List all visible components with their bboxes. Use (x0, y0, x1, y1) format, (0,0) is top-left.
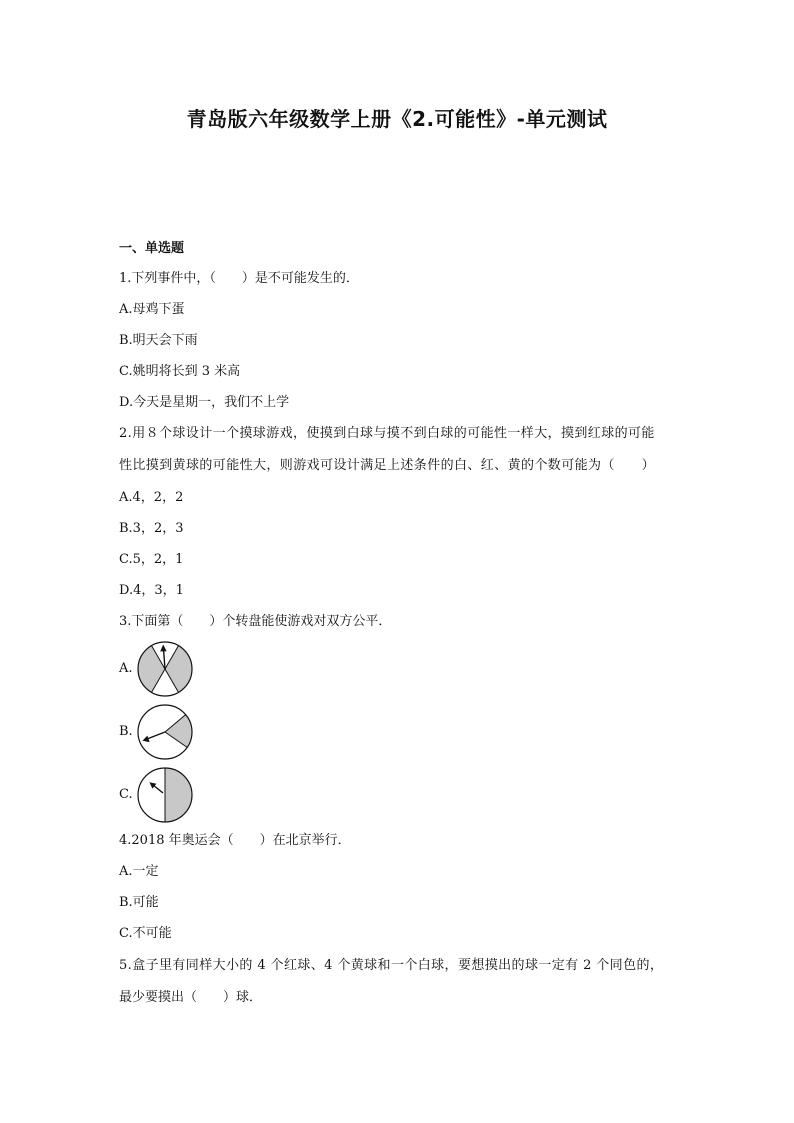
question-2-option-c: C.5，2，1 (119, 552, 184, 567)
question-1-option-a: A.母鸡下蛋 (119, 302, 185, 317)
question-4-stem: 4.2018 年奥运会（ ）在北京举行． (119, 833, 351, 848)
spinner-a-image (136, 640, 194, 698)
question-2-stem-line-2: 性比摸到黄球的可能性大，则游戏可设计满足上述条件的白、红、黄的个数可能为（ ） (119, 458, 656, 473)
question-4-option-b: B.可能 (119, 895, 159, 910)
section-heading: 一、单选题 (119, 241, 185, 256)
spinner-c-image (136, 766, 194, 824)
question-4-option-c: C.不可能 (119, 926, 172, 941)
spinner-c-label: C. (119, 787, 133, 802)
question-2-stem-line-1: 2.用８个球设计一个摸球游戏，使摸到白球与摸不到白球的可能性一样大，摸到红球的可能 (119, 426, 655, 441)
question-4-option-a: A.一定 (119, 864, 159, 879)
question-1-option-c: C.姚明将长到 3 米高 (119, 364, 241, 379)
question-1-option-b: B.明天会下雨 (119, 333, 198, 348)
spinner-b-image (136, 703, 194, 761)
question-2-option-a: A.4，2，2 (119, 490, 184, 505)
spinner-a-label: A. (119, 661, 133, 676)
question-2-option-d: D.4，3，1 (119, 583, 184, 598)
question-5-stem-line-1: 5.盒子里有同样大小的 4 个红球、4 个黄球和一个白球，要想摸出的球一定有 2 个同色的， (119, 958, 664, 973)
question-1-option-d: D.今天是星期一，我们不上学 (119, 395, 290, 410)
question-5-stem-line-2: 最少要摸出（ ）球． (119, 990, 263, 1005)
question-2-option-b: B.3，2，3 (119, 521, 184, 536)
page-title: 青岛版六年级数学上册《2.可能性》-单元测试 (186, 107, 608, 131)
question-1-stem: 1.下列事件中，（ ）是不可能发生的． (119, 271, 359, 286)
spinner-b-label: B. (119, 724, 133, 739)
question-3-stem: 3.下面第（ ）个转盘能使游戏对双方公平． (119, 614, 392, 629)
